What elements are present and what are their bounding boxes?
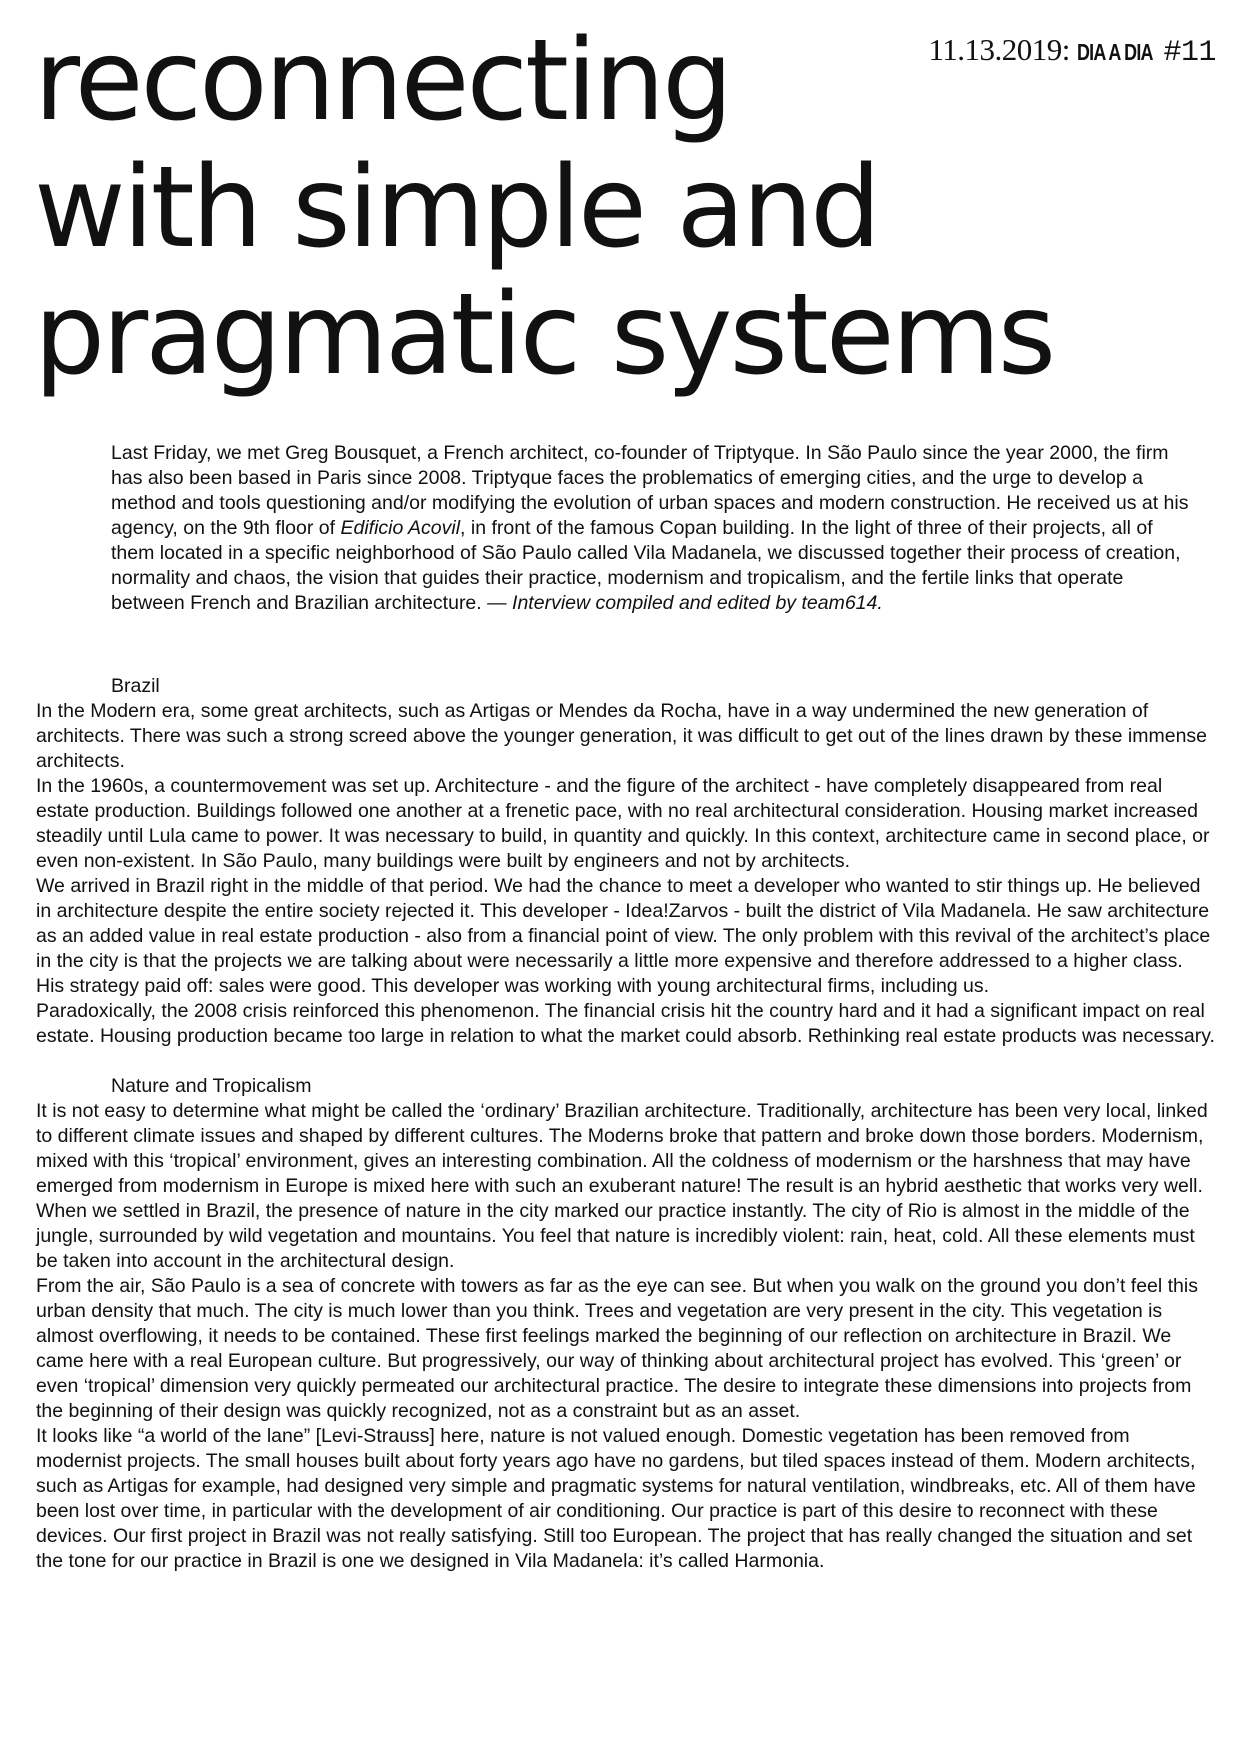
paragraph: In the 1960s, a countermovement was set up. Architecture - and the figure of the architect - have completely disappeared from real estate production. Buildings followed one another at a frenetic pace, with no real architectural consideration. Housing market increased steadily until Lula came to power. It was necessary to build, in quantity and quickly. In this context, architecture came in second place, or even non-existent. In São Paulo, many buildings were built by engineers and not by architects. (36, 775, 1210, 872)
intro-text-end: , in front of the famous Copan building. In the light of three of their projects, all of them located in a specific neighborhood of São Paulo called Vila Madanela, we discussed together their process of creation, normality and chaos, the vision that guides their practice, modernism and tropicalism, and the fertile links that operate between French and Brazilian architecture. — (111, 517, 1181, 614)
paragraph: When we settled in Brazil, the presence of nature in the city marked our practice instantly. The city of Rio is almost in the middle of the jungle, surrounded by wild vegetation and mountains. You feel that nature is incredibly violent: rain, heat, cold. All these elements must be taken into account in the architectural design. (36, 1200, 1195, 1272)
intro-paragraph (111, 441, 1201, 616)
series-name: DIA A DIA (1077, 39, 1153, 65)
intro-place-name: Edificio Acovil (340, 517, 461, 539)
section-heading: Nature and Tropicalism (111, 1075, 312, 1097)
paragraph: In the Modern era, some great architects, such as Artigas or Mendes da Rocha, have in a way undermined the new generation of architects. There was such a strong screed above the younger generation, it was difficult to get out of the lines drawn by these immense architects. (36, 700, 1208, 772)
title-line-2: with simple and (34, 143, 879, 273)
title-line-3: pragmatic systems (34, 270, 1054, 400)
paragraph: Paradoxically, the 2008 crisis reinforced this phenomenon. The financial crisis hit the country hard and it had a significant impact on real estate. Housing production became too large in relation to what the market could absorb. Rethinking real estate products was necessary. (36, 1000, 1215, 1047)
issue-date: 11.13.2019: (928, 32, 1070, 67)
article-body (36, 674, 1216, 1599)
title-line-1: reconnecting (34, 16, 731, 146)
paragraph: We arrived in Brazil right in the middle of that period. We had the chance to meet a developer who wanted to stir things up. He believed in architecture despite the entire society rejected it. This developer - Idea!Zarvos - built the district of Vila Madanela. He saw architecture as an added value in real estate production - also from a financial point of view. The only problem with this revival of the architect’s place in the city is that the projects we are talking about were necessarily a little more expensive and therefore addressed to a higher class. His strategy paid off: sales were good. This developer was working with young architectural firms, including us. (36, 875, 1211, 997)
paragraph: It looks like “a world of the lane” [Levi-Strauss] here, nature is not valued enough. Domestic vegetation has been removed from modernist projects. The small houses built about forty years ago have no gardens, but tiled spaces instead of them. Modern architects, such as Artigas for example, had designed very simple and pragmatic systems for natural ventilation, windbreaks, etc. All of them have been lost over time, in particular with the development of air conditioning. Our practice is part of this desire to reconnect with these devices. Our first project in Brazil was not really satisfying. Still too European. The project that has really changed the situation and set the tone for our practice in Brazil is one we designed in Vila Madanela: it’s called Harmonia. (36, 1425, 1196, 1572)
section-heading: Brazil (111, 675, 160, 697)
issue-number: #11 (1163, 36, 1216, 70)
intro-text-start: Last Friday, we met Greg Bousquet, a French architect, co-founder of Triptyque. In São Paulo since the year 2000, the firm has also been based in Paris since 2008. Triptyque faces the problematics of emerging cities, and the urge to develop a method and tools questioning and/or modifying the evolution of urban spaces and modern construction. He received us at his agency, on the 9th floor of (111, 442, 1189, 539)
section-brazil (36, 674, 1216, 1049)
article-title (34, 18, 1234, 399)
paragraph: It is not easy to determine what might be called the ‘ordinary’ Brazilian architecture. Traditionally, architecture has been very local, linked to different climate issues and shaped by different cultures. The Moderns broke that pattern and broke down those borders. Modernism, mixed with this ‘tropical’ environment, gives an interesting combination. All the coldness of modernism or the harshness that may have emerged from modernism in Europe is mixed here with such an exuberant nature! The result is an hybrid aesthetic that works very well. (36, 1100, 1208, 1197)
paragraph: From the air, São Paulo is a sea of concrete with towers as far as the eye can see. But when you walk on the ground you don’t feel this urban density that much. The city is much lower than you think. Trees and vegetation are very present in the city. This vegetation is almost overflowing, it needs to be contained. These first feelings marked the beginning of our reflection on architecture in Brazil. We came here with a real European culture. But progressively, our way of thinking about architectural project has evolved. This ‘green’ or even ‘tropical’ dimension very quickly permeated our architectural practice. The desire to integrate these dimensions into projects from the beginning of their design was quickly recognized, not as a constraint but as an asset. (36, 1275, 1198, 1422)
section-nature-and-tropicalism (36, 1074, 1216, 1574)
intro-credit: Interview compiled and edited by team614. (512, 592, 883, 614)
